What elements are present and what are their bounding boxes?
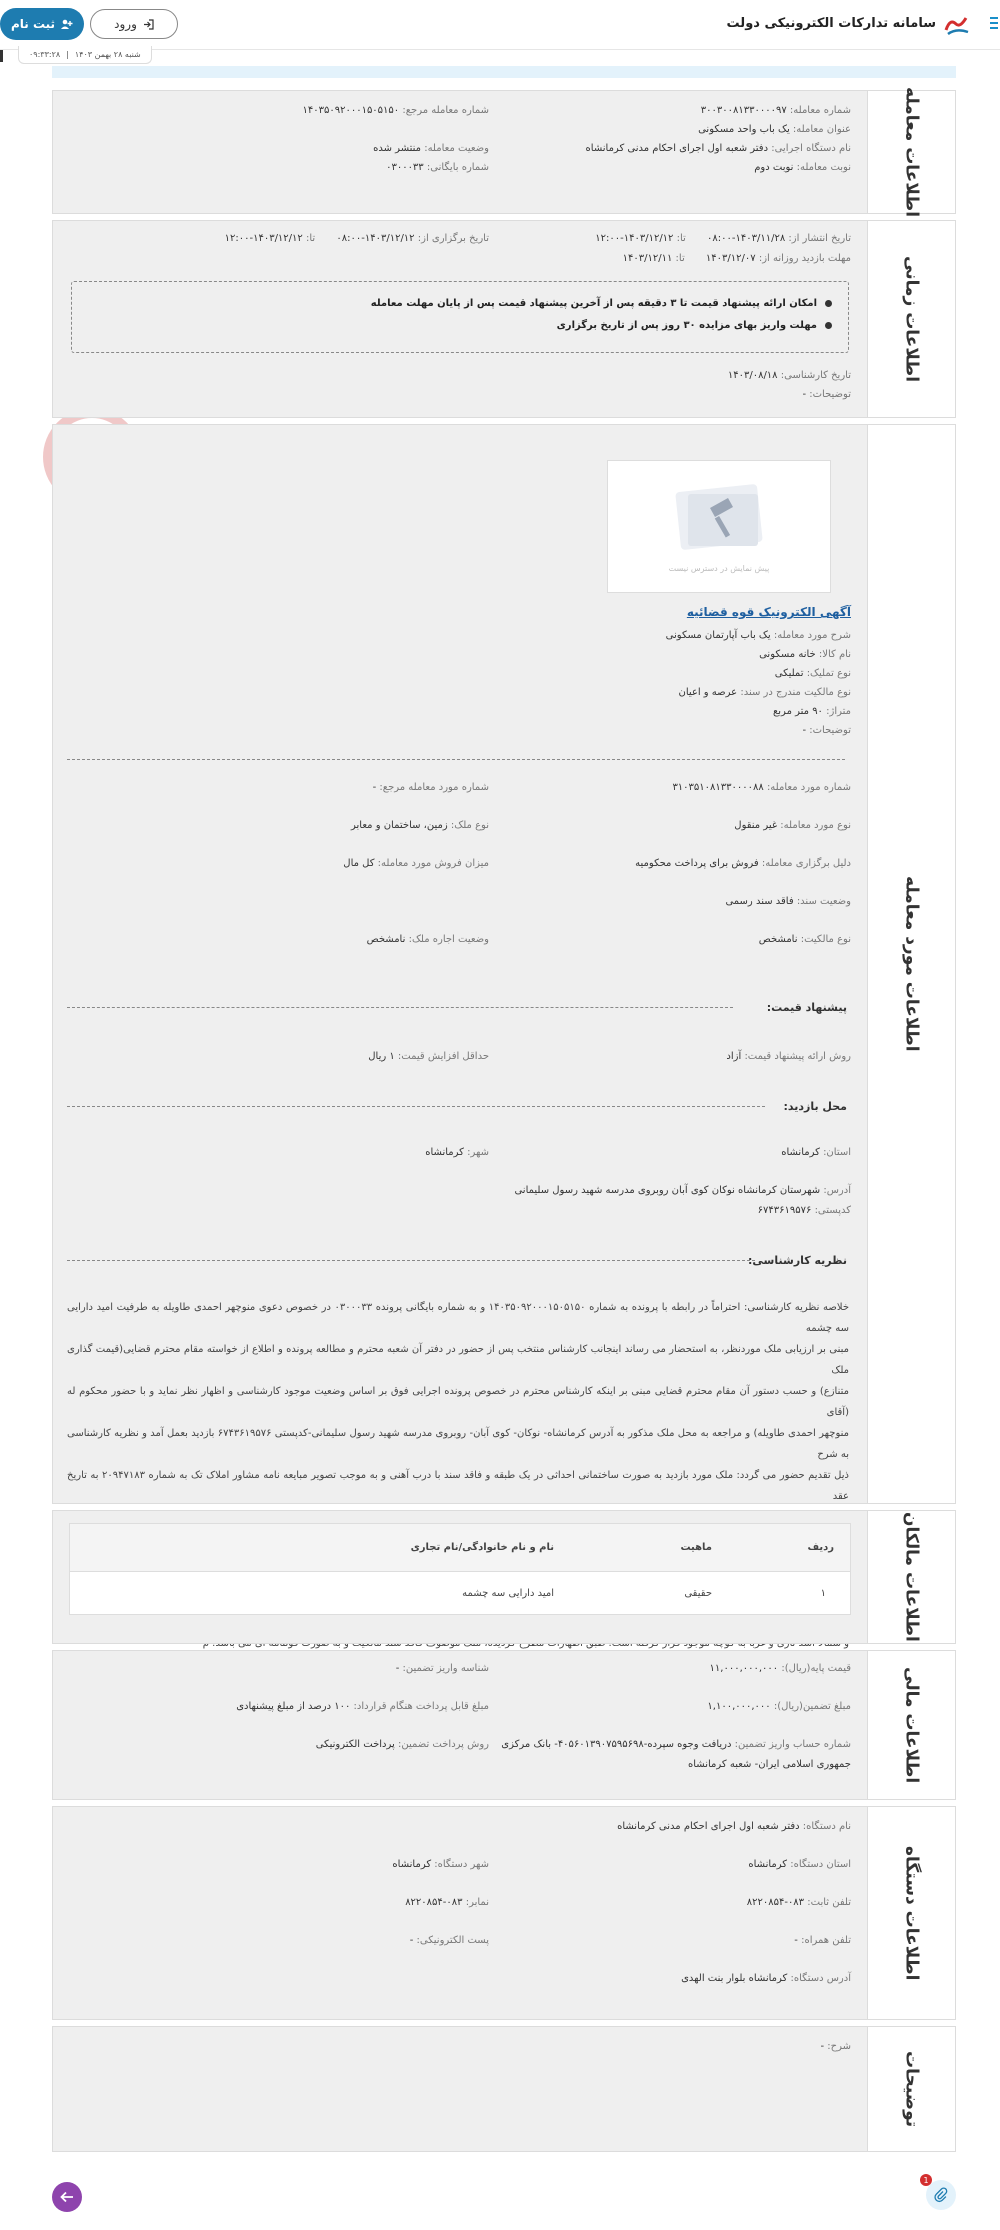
payment-method-row: روش پرداخت تضمین: پرداخت الکترونیکی <box>315 1739 489 1750</box>
owners-side <box>867 1511 955 1643</box>
deal-ref-row: شماره معامله مرجع: ۱۴۰۳۵۰۹۲۰۰۰۱۵۰۵۱۵۰ <box>302 105 489 116</box>
date-tab <box>18 46 152 64</box>
org-panel <box>52 1806 956 2020</box>
item-area-row: متراژ: ۹۰ متر مربع <box>772 706 851 717</box>
deal-turn-row: نوبت معامله: نوبت دوم <box>754 162 851 173</box>
deal-exec-row: نام دستگاه اجرایی: دفتر شعبه اول اجرای احکام مدنی کرمانشاه <box>585 143 851 154</box>
contract-pay-row: مبلغ قابل پرداخت هنگام قرارداد: ۱۰۰ درصد از مبلغ پیشنهادی <box>236 1701 489 1712</box>
org-email-row: پست الکترونیکی: - <box>409 1935 489 1946</box>
item-notes-row: توضیحات: - <box>802 725 851 736</box>
item-lease-row: وضعیت اجاره ملک: نامشخص <box>366 934 489 945</box>
gavel-icon <box>664 480 774 558</box>
owners-table-header <box>70 1524 850 1572</box>
setad-logo[interactable] <box>944 14 970 36</box>
deal-number-row: شماره معامله: ۳۰۰۳۰۰۸۱۳۳۰۰۰۰۹۷ <box>700 105 851 116</box>
owner-row-index: ۱ <box>820 1588 826 1599</box>
deal-ref: ۱۴۰۳۵۰۹۲۰۰۰۱۵۰۵۱۵۰ <box>302 105 400 116</box>
postal-row: کدپستی: ۶۷۴۳۶۱۹۵۷۶ <box>757 1205 851 1216</box>
ad-title-link[interactable]: آگهی الکترونیک قوه قضائیه <box>686 605 851 619</box>
description-panel <box>52 2026 956 2152</box>
time-info-side <box>867 221 955 417</box>
account-row: شماره حساب واریز تضمین: دریافت وجوه سپرده-۴۰۵۶۰۱۳۹۰۷۵۹۵۶۹۸- بانک مرکزی <box>501 1739 851 1750</box>
register-label: ثبت نام <box>10 17 56 31</box>
time-label: ۰۹:۳۳:۲۸ <box>29 50 61 59</box>
account-row-2: جمهوری اسلامی ایران- شعبه کرمانشاه <box>688 1759 851 1770</box>
item-ownership-row: نوع مالکیت: نامشخص <box>758 934 851 945</box>
divider <box>67 1106 765 1107</box>
owners-panel <box>52 1510 956 1644</box>
item-num-row: شماره مورد معامله: ۳۱۰۳۵۱۰۸۱۳۳۰۰۰۰۸۸ <box>672 782 851 793</box>
visit-date-row: مهلت بازدید روزانه از: ۱۴۰۳/۱۲/۰۷ تا: ۱۴۰۳/۱۲/۱۱ <box>622 253 851 264</box>
item-desc-row: شرح مورد معامله: یک باب آپارتمان مسکونی <box>665 630 851 641</box>
attachment-button[interactable] <box>926 2180 956 2210</box>
org-address-row: آدرس دستگاه: کرمانشاه بلوار بنت الهدی <box>681 1973 851 1984</box>
col-row: ردیف <box>807 1542 834 1553</box>
divider <box>67 1260 755 1261</box>
col-name: نام و نام خانوادگی/نام تجاری <box>410 1542 554 1553</box>
arrow-left-icon <box>60 2191 74 2203</box>
deal-status: منتشر شده <box>373 143 422 154</box>
owner-row-nature: حقیقی <box>684 1588 712 1599</box>
login-icon <box>143 19 154 30</box>
item-info-title: اطلاعات مورد معامله <box>901 876 922 1052</box>
item-doc-row: وضعیت سند: فاقد سند رسمی <box>725 896 851 907</box>
description-side <box>867 2027 955 2151</box>
item-prop-row: نوع ملک: زمین، ساختمان و معابر <box>350 820 489 831</box>
finance-side <box>867 1651 955 1799</box>
add-user-icon <box>61 19 73 29</box>
back-button[interactable] <box>52 2182 82 2212</box>
visit-place-heading: محل بازدید: <box>783 1100 847 1113</box>
item-goods-row: نام کالا: خانه مسکونی <box>759 649 851 660</box>
offer-heading: پیشنهاد قیمت: <box>766 1001 847 1014</box>
time-info-title: اطلاعات زمانی <box>901 255 922 383</box>
description-row: شرح: - <box>820 2041 851 2052</box>
date-separator: | <box>66 50 69 59</box>
divider <box>67 759 845 760</box>
divider <box>67 1007 733 1008</box>
item-kind-row: نوع مورد معامله: غیر منقول <box>734 820 851 831</box>
publish-date-row: تاریخ انتشار از: ۱۴۰۳/۱۱/۲۸-۰۸:۰۰ تا: ۱۴۰۳/۱۲/۱۲-۱۲:۰۰ <box>595 233 851 244</box>
description-title: توضیحات <box>901 2050 922 2128</box>
deal-number: ۳۰۰۳۰۰۸۱۳۳۰۰۰۰۹۷ <box>700 105 787 116</box>
min-increase-row: حداقل افزایش قیمت: ۱ ریال <box>368 1051 489 1062</box>
attachment-count-badge: 1 <box>920 2174 932 2186</box>
org-name-row: نام دستگاه: دفتر شعبه اول اجرای احکام مدنی کرمانشاه <box>617 1821 851 1832</box>
image-caption: پیش نمایش در دسترس نیست <box>668 564 770 573</box>
item-deed-row: نوع مالکیت مندرج در سند: عرصه و اعیان <box>678 687 851 698</box>
item-ref-row: شماره مورد معامله مرجع: - <box>372 782 489 793</box>
deal-archive: ۰۳۰۰۰۳۳ <box>386 162 424 173</box>
deal-turn: نوبت دوم <box>754 162 794 173</box>
item-image-placeholder <box>607 460 831 593</box>
col-nature: ماهیت <box>680 1542 712 1553</box>
expert-paragraph: خلاصه نظریه کارشناسی: احتراماً در رابطه با پرونده به شماره ۱۴۰۳۵۰۹۲۰۰۰۱۵۰۵۱۵۰ و به شماره بایگانی پرونده ۰۳۰۰۰۳۳ در خصوص دعوی منوچهر احمدی طاویله به طرفیت امید دارایی سه چشمه مبنی بر ارزیابی ملک موردنظر، به استحضار می رساند اینجانب کارشناس منتخب پس از حضور در دفتر آن شعبه محترم و مطالعه پرونده و اطلاع از خواسته مقام محترم قضایی(قیمت گذاری ملک متنازع) و حسب دستور آن مقام محترم قضایی مبنی بر اینکه کارشناس محترم در خصوص پرونده اجرایی فوق بر اساس وضعیت موجود کارشناسی و اظهار نظر نماید و با حضور محکوم له (آقای منوچهر احمدی طاویله) و مراجعه به محل ملک مذکور به آدرس کرمانشاه- نوکان- کوی آبان- روبروی مدرسه شهید رسول سلیمانی-کدپستی ۶۷۴۳۶۱۹۵۷۶ بازدید بعمل آمد و نظریه کارشناسی به شرح ذیل تقدیم حضور می گردد: ملک مورد بازدید به صورت ساختمانی احداثی در یک طبقه و فاقد سند با درب آهنی و به موجب تصویر مبایعه نامه مشاور املاک تک به شماره ۲۰۹۴۷۱۸۳ به تاریخ عقد <box>67 1302 849 1502</box>
org-province-row: استان دستگاه: کرمانشاه <box>748 1859 851 1870</box>
paperclip-icon <box>934 2188 948 2202</box>
finance-title: اطلاعات مالی <box>901 1666 922 1784</box>
deal-subject-row: عنوان معامله: یک باب واحد مسکونی <box>698 124 851 135</box>
time-info-panel <box>52 220 956 418</box>
item-reason-row: دلیل برگزاری معامله: فروش برای پرداخت محکومیه <box>635 858 851 869</box>
app-title: سامانه تدارکات الکترونیکی دولت <box>726 16 936 31</box>
deal-info-panel <box>52 86 956 218</box>
item-info-side <box>867 425 955 1503</box>
guarantee-row: مبلغ تضمین(ریال): ۱,۱۰۰,۰۰۰,۰۰۰ <box>707 1701 851 1712</box>
date-marker <box>0 50 3 62</box>
org-side <box>867 1807 955 2019</box>
date-label: شنبه ۲۸ بهمن ۱۴۰۳ <box>74 50 141 59</box>
deal-exec: دفتر شعبه اول اجرای احکام مدنی کرمانشاه <box>585 143 769 154</box>
org-city-row: شهر دستگاه: کرمانشاه <box>392 1859 489 1870</box>
menu-icon[interactable] <box>990 14 1000 34</box>
register-button[interactable] <box>0 8 84 40</box>
time-note-1: امکان ارائه پیشنهاد قیمت تا ۳ دقیقه پس از آخرین پیشنهاد قیمت پس از پایان مهلت معامله <box>371 298 832 309</box>
time-note-2: مهلت واریز بهای مزایده ۳۰ روز پس از تاریخ برگزاری <box>557 320 832 331</box>
offer-method-row: روش ارائه پیشنهاد قیمت: آزاد <box>726 1051 851 1062</box>
deal-status-row: وضعیت معامله: منتشر شده <box>373 143 489 154</box>
time-notes-box <box>71 281 849 353</box>
time-desc-row: توضیحات: - <box>802 389 851 400</box>
org-fax-row: نمابر: ۰۸۳-۸۲۲۰۸۵۴ <box>405 1897 489 1908</box>
top-bar <box>0 0 1000 50</box>
deal-archive-row: شماره بایگانی: ۰۳۰۰۰۳۳ <box>386 162 489 173</box>
deal-subject: یک باب واحد مسکونی <box>698 124 790 135</box>
address-row: آدرس: شهرستان کرمانشاه نوکان کوی آبان روبروی مدرسه شهید رسول سلیمانی <box>514 1185 851 1196</box>
org-phone-row: تلفن ثابت: ۰۸۳-۸۲۲۰۸۵۴ <box>746 1897 851 1908</box>
expert-heading: نظریه کارشناسی: <box>748 1254 847 1267</box>
deal-info-side <box>867 86 955 218</box>
finance-panel <box>52 1650 956 1800</box>
login-label: ورود <box>114 17 137 31</box>
org-mobile-row: تلفن همراه: - <box>794 1935 851 1946</box>
owners-title: اطلاعات مالکان <box>901 1512 922 1642</box>
expert-date-row: تاریخ کارشناسی: ۱۴۰۳/۰۸/۱۸ <box>727 370 851 381</box>
content-top-strip <box>52 66 956 78</box>
province-row: استان: کرمانشاه <box>781 1147 851 1158</box>
item-sale-row: میزان فروش مورد معامله: کل مال <box>343 858 489 869</box>
hold-date-row: تاریخ برگزاری از: ۱۴۰۳/۱۲/۱۲-۰۸:۰۰ تا: ۱۴۰۳/۱۲/۱۲-۱۲:۰۰ <box>224 233 489 244</box>
login-button[interactable] <box>90 9 178 39</box>
owner-row-name: امید دارایی سه چشمه <box>462 1588 554 1599</box>
item-own-type-row: نوع تملیک: تملیکی <box>774 668 851 679</box>
owners-table <box>69 1523 851 1615</box>
city-row: شهر: کرمانشاه <box>425 1147 489 1158</box>
base-price-row: قیمت پایه(ریال): ۱۱,۰۰۰,۰۰۰,۰۰۰ <box>709 1663 851 1674</box>
deal-info-title: اطلاعات معامله <box>901 86 922 218</box>
deposit-id-row: شناسه واریز تضمین: - <box>395 1663 489 1674</box>
org-title: اطلاعات دستگاه <box>901 1845 922 1981</box>
item-info-panel <box>52 424 956 1504</box>
